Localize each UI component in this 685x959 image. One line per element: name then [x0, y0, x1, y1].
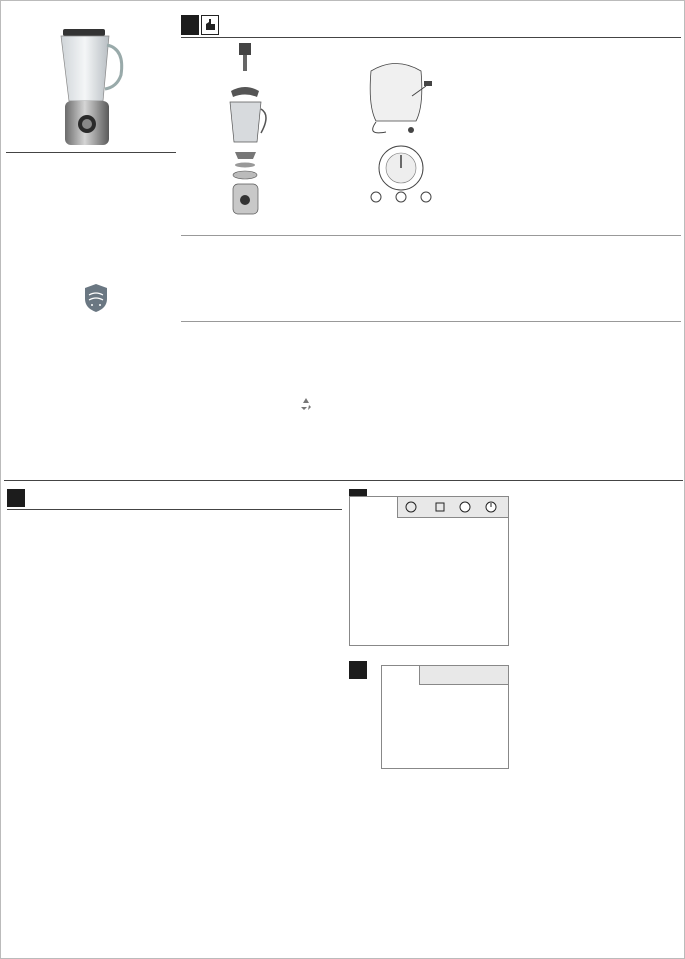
philips-shield-icon: [84, 283, 108, 313]
ice-table-header: [419, 665, 509, 685]
control-dial: [366, 141, 436, 206]
section-2-number: [7, 489, 25, 507]
section-1-icon-box: [201, 15, 219, 35]
table-header-icons: [403, 500, 503, 514]
pointing-hand-icon: [202, 16, 218, 34]
blender-product-image: [41, 23, 151, 148]
section-1-number: [181, 15, 199, 35]
exploded-parts-diagram: [206, 39, 291, 217]
recycle-icon: [299, 397, 313, 411]
usage-table: [349, 496, 509, 646]
section-4-number: [349, 661, 367, 679]
motor-unit-drawing: [356, 46, 436, 136]
